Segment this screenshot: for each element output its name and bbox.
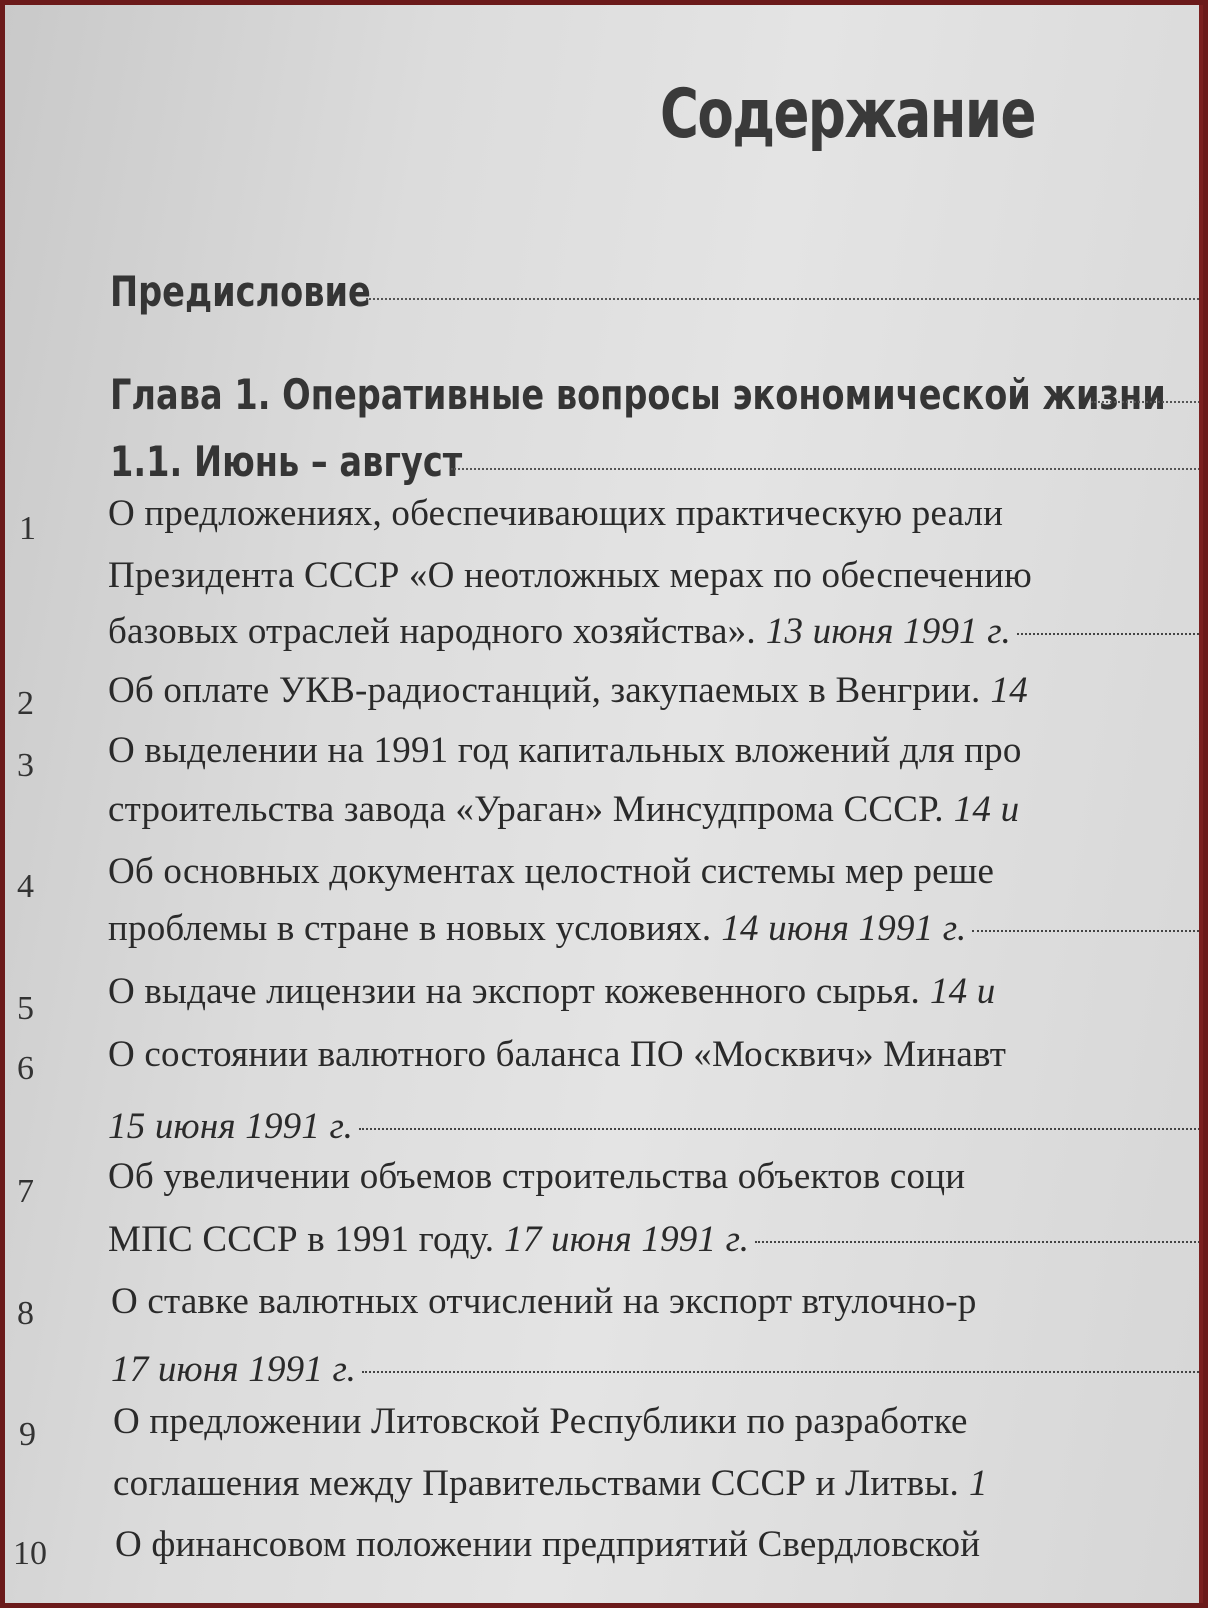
entry-line: [108, 788, 1019, 831]
entry-number: 10: [13, 1535, 47, 1572]
page-edge: [1199, 5, 1203, 1603]
entry-text: Об оплате УКВ-радиостанций, закупаемых в Венгрии.: [108, 670, 981, 711]
entry-line: [108, 610, 1203, 653]
entry-text: Президента СССР «О неотложных мерах по обеспечению: [108, 555, 1032, 596]
leader-dots: [359, 1128, 1203, 1130]
entry-line: [108, 1155, 965, 1198]
document-page: [5, 5, 1203, 1603]
entry-line: [108, 850, 994, 893]
leader-dots: [755, 1241, 1203, 1243]
entry-text: О финансовом положении предприятий Свердловской: [115, 1524, 981, 1565]
leader-dots: [1017, 633, 1203, 635]
entry-number: 7: [17, 1173, 34, 1210]
leader-dots: [1091, 401, 1203, 403]
toc-chapter: [110, 370, 1203, 419]
entry-line: [108, 1218, 1203, 1261]
leader-dots: [451, 468, 1203, 470]
entry-line: [113, 1400, 968, 1443]
toc-section: [110, 437, 1203, 486]
leader-dots: [366, 298, 1203, 300]
entry-text: строительства завода «Ураган» Минсудпрома СССР.: [108, 789, 944, 830]
entry-number: 9: [19, 1416, 36, 1453]
entry-number: 1: [19, 510, 36, 547]
entry-text: соглашения между Правительствами СССР и Литвы.: [113, 1463, 959, 1504]
entry-line: [101, 1348, 1203, 1391]
entry-text: Об основных документах целостной системы мер реше: [108, 851, 995, 892]
entry-line: [115, 1523, 980, 1566]
entry-line: [98, 1105, 1203, 1148]
entry-line: [108, 554, 1032, 597]
entry-text: О предложениях, обеспечивающих практическую реали: [108, 493, 1004, 534]
entry-date: 14 июня 1991 г.: [721, 908, 967, 949]
leader-dots: [362, 1371, 1203, 1373]
entry-text: Об увеличении объемов строительства объектов соци: [108, 1156, 966, 1197]
entry-number: 6: [17, 1050, 34, 1087]
entry-text: О состоянии валютного баланса ПО «Москвич» Минавт: [108, 1034, 1007, 1075]
entry-number: 3: [17, 747, 34, 784]
entry-number: 5: [17, 990, 34, 1027]
toc-preface: [110, 267, 1203, 316]
leader-dots: [972, 930, 1203, 932]
entry-date: 1: [968, 1463, 988, 1504]
entry-line: [111, 1280, 977, 1323]
entry-text: О выдаче лицензии на экспорт кожевенного сырья.: [108, 971, 920, 1012]
entry-date: 17 июня 1991 г.: [504, 1219, 750, 1260]
entry-date: 13 июня 1991 г.: [765, 611, 1011, 652]
page-title: Содержание: [660, 75, 1035, 154]
entry-line: [108, 729, 1022, 772]
entry-text: проблемы в стране в новых условиях.: [108, 908, 712, 949]
entry-date: 14 и: [953, 789, 1020, 830]
entry-line: [108, 907, 1203, 950]
entry-line: [108, 1033, 1006, 1076]
preface-label: Предисловие: [110, 267, 371, 316]
entry-number: 4: [17, 868, 34, 905]
entry-date: 15 июня 1991 г.: [108, 1106, 354, 1147]
entry-text: О ставке валютных отчислений на экспорт втулочно-р: [111, 1281, 977, 1322]
entry-text: О выделении на 1991 год капитальных вложений для про: [108, 730, 1022, 771]
entry-line: [113, 1462, 988, 1505]
entry-date: 14 и: [929, 971, 996, 1012]
entry-number: 8: [17, 1295, 34, 1332]
entry-date: 17 июня 1991 г.: [111, 1349, 357, 1390]
entry-line: [108, 669, 1028, 712]
entry-line: [108, 492, 1003, 535]
section-label: 1.1. Июнь – август: [110, 437, 463, 486]
entry-text: МПС СССР в 1991 году.: [108, 1219, 495, 1260]
entry-text: базовых отраслей народного хозяйства».: [108, 611, 756, 652]
entry-number: 2: [17, 685, 34, 722]
chapter-label: Глава 1. Оперативные вопросы экономической жизни: [110, 370, 1166, 419]
entry-text: О предложении Литовской Республики по разработке: [113, 1401, 968, 1442]
entry-date: 14: [990, 670, 1028, 711]
entry-line: [108, 970, 996, 1013]
